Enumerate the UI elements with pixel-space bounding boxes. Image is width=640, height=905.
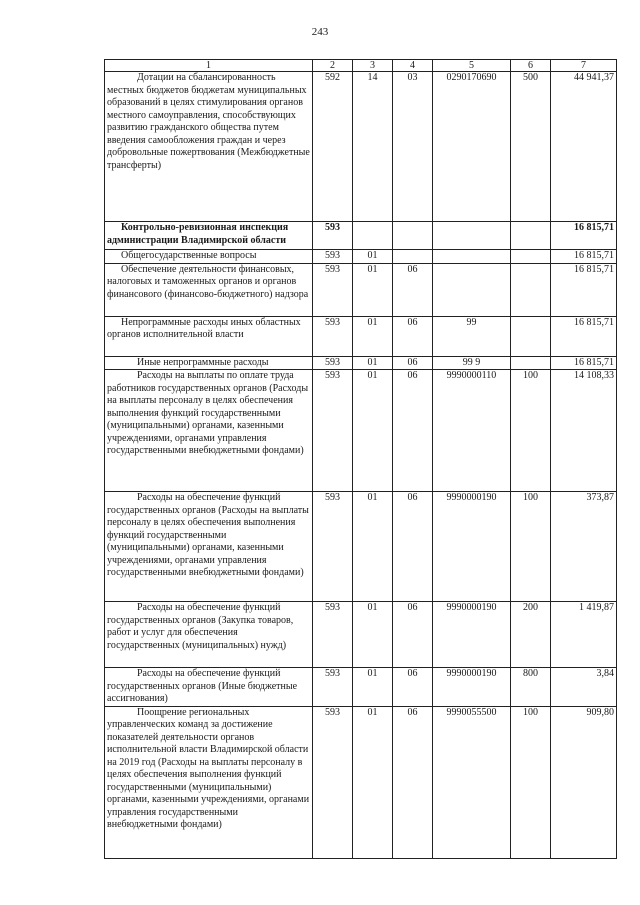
row-admin-code: 593 <box>313 222 353 250</box>
table-row <box>105 602 617 668</box>
row-target-code <box>433 250 511 264</box>
row-section-code: 01 <box>353 602 393 668</box>
row-subsection-code: 06 <box>393 316 433 356</box>
table-row <box>105 356 617 370</box>
row-target-code <box>433 263 511 316</box>
header-col-6: 6 <box>511 60 551 72</box>
row-section-code: 01 <box>353 263 393 316</box>
row-subsection-code: 06 <box>393 602 433 668</box>
row-subsection-code <box>393 250 433 264</box>
row-amount: 909,80 <box>551 706 617 858</box>
budget-table <box>104 59 617 859</box>
row-name: Обеспечение деятельности финансовых, налоговых и таможенных органов и органов финансового (финансово-бюджетного) надзора <box>105 263 313 316</box>
row-expense-type: 200 <box>511 602 551 668</box>
row-amount: 3,84 <box>551 668 617 707</box>
header-col-1: 1 <box>105 60 313 72</box>
table-row <box>105 222 617 250</box>
row-name: Контрольно-ревизионная инспекция администрации Владимирской области <box>105 222 313 250</box>
table-row <box>105 370 617 492</box>
row-target-code: 9990055500 <box>433 706 511 858</box>
row-name: Дотации на сбалансированность местных бюджетов бюджетам муниципальных образований в целях стимулирования органов местного самоуправления, способствующих развитию гражданского общества путем введения самообложения граждан и через добровольные пожертвования (Межбюджетные трансферты) <box>105 72 313 222</box>
row-admin-code: 593 <box>313 250 353 264</box>
row-section-code: 14 <box>353 72 393 222</box>
row-name: Расходы на обеспечение функций государственных органов (Иные бюджетные ассигнования) <box>105 668 313 707</box>
row-name: Расходы на обеспечение функций государственных органов (Закупка товаров, работ и услуг для обеспечения государственных (муниципальных) нужд) <box>105 602 313 668</box>
table-header-row <box>105 60 617 72</box>
header-col-4: 4 <box>393 60 433 72</box>
row-section-code: 01 <box>353 492 393 602</box>
row-amount: 16 815,71 <box>551 316 617 356</box>
row-section-code: 01 <box>353 316 393 356</box>
row-subsection-code: 06 <box>393 706 433 858</box>
row-expense-type: 100 <box>511 706 551 858</box>
row-expense-type <box>511 250 551 264</box>
row-expense-type <box>511 316 551 356</box>
row-subsection-code: 03 <box>393 72 433 222</box>
row-target-code: 9990000190 <box>433 668 511 707</box>
row-admin-code: 593 <box>313 370 353 492</box>
row-admin-code: 593 <box>313 263 353 316</box>
row-target-code: 99 9 <box>433 356 511 370</box>
row-amount: 16 815,71 <box>551 250 617 264</box>
row-expense-type: 100 <box>511 370 551 492</box>
table-row <box>105 263 617 316</box>
row-name: Расходы на выплаты по оплате труда работников государственных органов (Расходы на выплаты персоналу в целях обеспечения выполнения функций государственными (муниципальными) органами, казенными учреждениями, органами управления государственными внебюджетными фондами) <box>105 370 313 492</box>
row-name: Общегосударственные вопросы <box>105 250 313 264</box>
header-col-2: 2 <box>313 60 353 72</box>
row-admin-code: 593 <box>313 706 353 858</box>
row-section-code: 01 <box>353 356 393 370</box>
row-name: Расходы на обеспечение функций государственных органов (Расходы на выплаты персоналу в целях обеспечения выполнения функций государственными (муниципальными) органами, казенными учреждениями, органами управления государственными внебюджетными фондами) <box>105 492 313 602</box>
row-target-code: 9990000190 <box>433 492 511 602</box>
row-admin-code: 593 <box>313 316 353 356</box>
table-row <box>105 316 617 356</box>
row-subsection-code: 06 <box>393 263 433 316</box>
row-section-code: 01 <box>353 706 393 858</box>
row-amount: 373,87 <box>551 492 617 602</box>
row-section-code: 01 <box>353 668 393 707</box>
row-expense-type <box>511 222 551 250</box>
table-row <box>105 492 617 602</box>
header-col-5: 5 <box>433 60 511 72</box>
row-admin-code: 593 <box>313 492 353 602</box>
row-expense-type: 100 <box>511 492 551 602</box>
table-row <box>105 706 617 858</box>
row-admin-code: 593 <box>313 602 353 668</box>
row-subsection-code: 06 <box>393 356 433 370</box>
row-subsection-code: 06 <box>393 370 433 492</box>
table-row <box>105 72 617 222</box>
row-target-code: 9990000110 <box>433 370 511 492</box>
row-target-code: 0290170690 <box>433 72 511 222</box>
row-expense-type: 500 <box>511 72 551 222</box>
row-expense-type <box>511 263 551 316</box>
row-subsection-code <box>393 222 433 250</box>
row-amount: 16 815,71 <box>551 222 617 250</box>
table-row <box>105 250 617 264</box>
row-amount: 1 419,87 <box>551 602 617 668</box>
row-section-code: 01 <box>353 370 393 492</box>
row-target-code <box>433 222 511 250</box>
row-expense-type <box>511 356 551 370</box>
page-number: 243 <box>311 26 329 38</box>
table-row <box>105 668 617 707</box>
row-amount: 14 108,33 <box>551 370 617 492</box>
row-target-code: 9990000190 <box>433 602 511 668</box>
row-amount: 16 815,71 <box>551 263 617 316</box>
row-name: Иные непрограммные расходы <box>105 356 313 370</box>
row-admin-code: 593 <box>313 356 353 370</box>
header-col-3: 3 <box>353 60 393 72</box>
row-subsection-code: 06 <box>393 492 433 602</box>
row-section-code <box>353 222 393 250</box>
row-amount: 44 941,37 <box>551 72 617 222</box>
row-amount: 16 815,71 <box>551 356 617 370</box>
row-admin-code: 593 <box>313 668 353 707</box>
row-subsection-code: 06 <box>393 668 433 707</box>
row-name: Поощрение региональных управленческих команд за достижение показателей деятельности органов исполнительной власти Владимирской области на 2019 год (Расходы на выплаты персоналу в целях обеспечения выполнения функций государственными (муниципальными) органами, казенными учреждениями, органами управления государственными внебюджетными фондами) <box>105 706 313 858</box>
row-section-code: 01 <box>353 250 393 264</box>
row-expense-type: 800 <box>511 668 551 707</box>
row-admin-code: 592 <box>313 72 353 222</box>
row-target-code: 99 <box>433 316 511 356</box>
header-col-7: 7 <box>551 60 617 72</box>
row-name: Непрограммные расходы иных областных органов исполнительной власти <box>105 316 313 356</box>
